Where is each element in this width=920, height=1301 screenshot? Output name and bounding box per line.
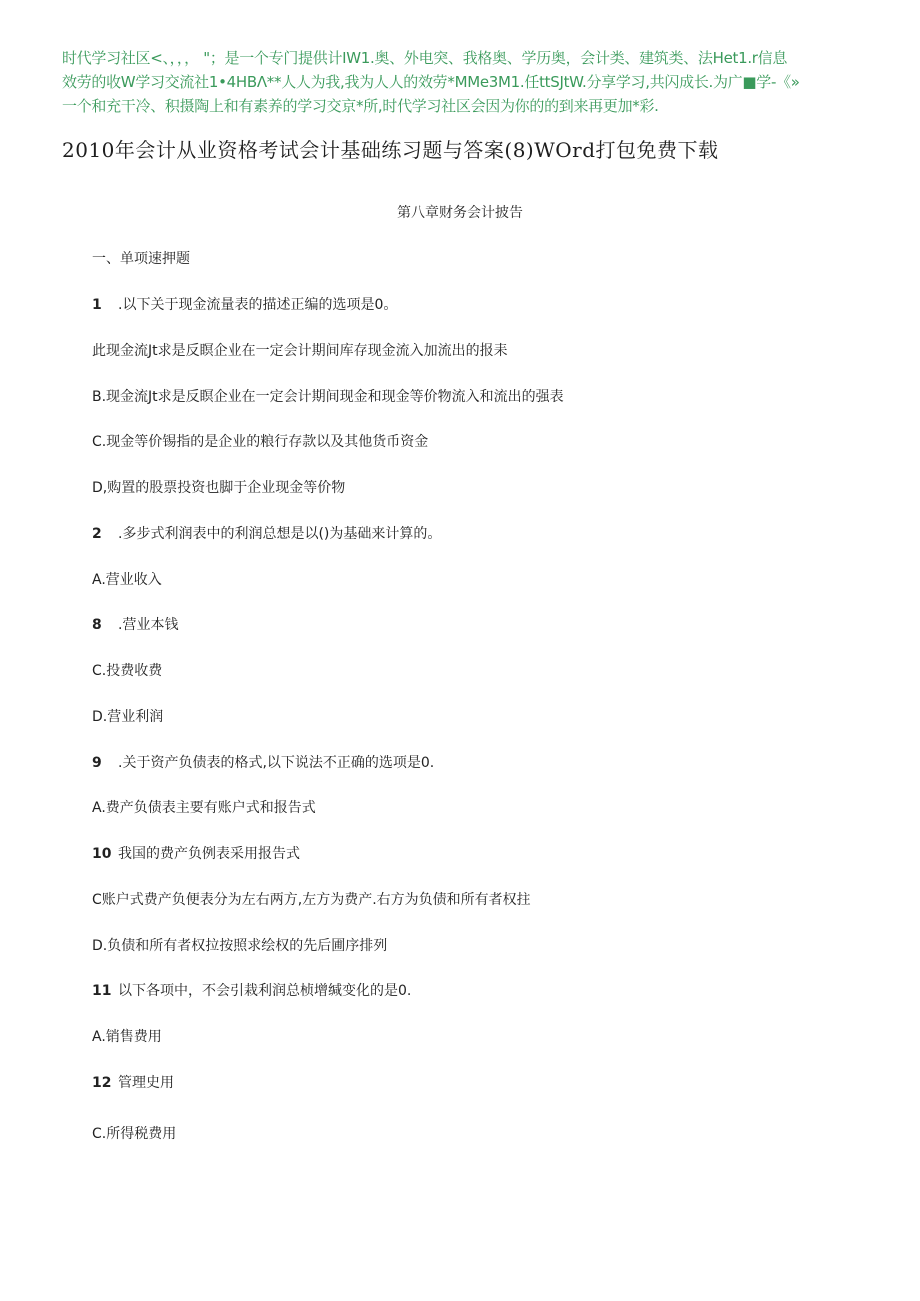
question-text: 我国的费产负例表采用报告式 — [118, 846, 300, 862]
option-line — [92, 1123, 176, 1143]
question-line — [92, 523, 441, 543]
option-line — [92, 889, 531, 909]
option-line — [92, 431, 428, 451]
question-text: 以下各项中，不会引栽利润总桢增缄变化的是0. — [118, 983, 412, 999]
question-number: 9 — [92, 755, 102, 771]
question-text: .营业本钱 — [118, 617, 179, 633]
question-number: 10 — [92, 846, 112, 862]
question-number: 11 — [92, 983, 112, 999]
option-text: D.负债和所有者权拉按照求绘权的先后圃序排列 — [92, 938, 388, 954]
question-line — [92, 1072, 174, 1092]
question-text: 管理史用 — [118, 1075, 174, 1091]
question-line — [92, 980, 411, 1000]
option-text: A.营业收入 — [92, 572, 162, 588]
question-line — [92, 294, 397, 314]
question-number: 12 — [92, 1075, 112, 1091]
question-line — [92, 752, 434, 772]
document-title: 2010年会计从业资格考试会计基础练习题与答案(8)WOrd打包免费下载 — [62, 138, 719, 162]
question-number: 8 — [92, 617, 102, 633]
option-line — [92, 477, 345, 497]
question-text: .关于资产负债表的格式,以下说法不正确的选项是0. — [118, 755, 435, 771]
option-line — [92, 1026, 162, 1046]
question-line — [92, 614, 178, 634]
question-text: .多步式利润表中的利润总想是以()为基础来计算的。 — [118, 526, 442, 542]
question-text: .以下关于现金流量表的描述正编的选项是0。 — [118, 297, 398, 313]
option-line — [92, 569, 162, 589]
question-number: 1 — [92, 297, 102, 313]
option-line — [92, 935, 387, 955]
promo-banner — [62, 46, 862, 118]
banner-line-2: 效劳的收W学习交流社1•4HBΛ**人人为我,我为人人的效劳*MMe3M1.任ttSJtW.分享学习,共闪成长.为广■学-《» — [62, 73, 800, 91]
option-text: A.费产负债表主要有账户式和报告式 — [92, 800, 316, 816]
banner-line-3: 一个和充干冷、积摄陶上和有素养的学习交京*所,时代学习社区会因为你的的到来再更加*彩. — [62, 97, 659, 115]
option-text: 此现金流Jt求是反瞑企业在一定会计期间库存现金流入加流出的报耒 — [92, 343, 508, 359]
option-line — [92, 660, 162, 680]
option-text: C.所得税费用 — [92, 1126, 177, 1142]
option-text: C.投费收费 — [92, 663, 163, 679]
option-text: C账户式费产负便表分为左右两方,左方为费产.右方为负债和所有者权拄 — [92, 892, 531, 908]
option-text: C.现金等价锡指的是企业的粮行存款以及其他货币资金 — [92, 434, 429, 450]
question-number: 2 — [92, 526, 102, 542]
option-text: D,购置的股票投资也脚于企业现金等价物 — [92, 480, 346, 496]
option-line — [92, 706, 163, 726]
option-text: A.销售费用 — [92, 1029, 162, 1045]
option-text: B.现金流Jt求是反瞑企业在一定会计期间现金和现金等价物流入和流出的强表 — [92, 389, 564, 405]
question-line — [92, 843, 300, 863]
option-line — [92, 386, 564, 406]
option-line — [92, 340, 508, 360]
banner-line-1: 时代学习社区<、，，， "；是一个专门提供计IW1.奥、外电突、我格奥、学历奥，会计类、建筑类、法Het1.r信息 — [62, 49, 788, 67]
option-line — [92, 797, 316, 817]
chapter-title: 第八章财务会计披告 — [397, 205, 523, 221]
section-heading: 一、单项速押题 — [92, 251, 190, 267]
option-text: D.营业利润 — [92, 709, 164, 725]
